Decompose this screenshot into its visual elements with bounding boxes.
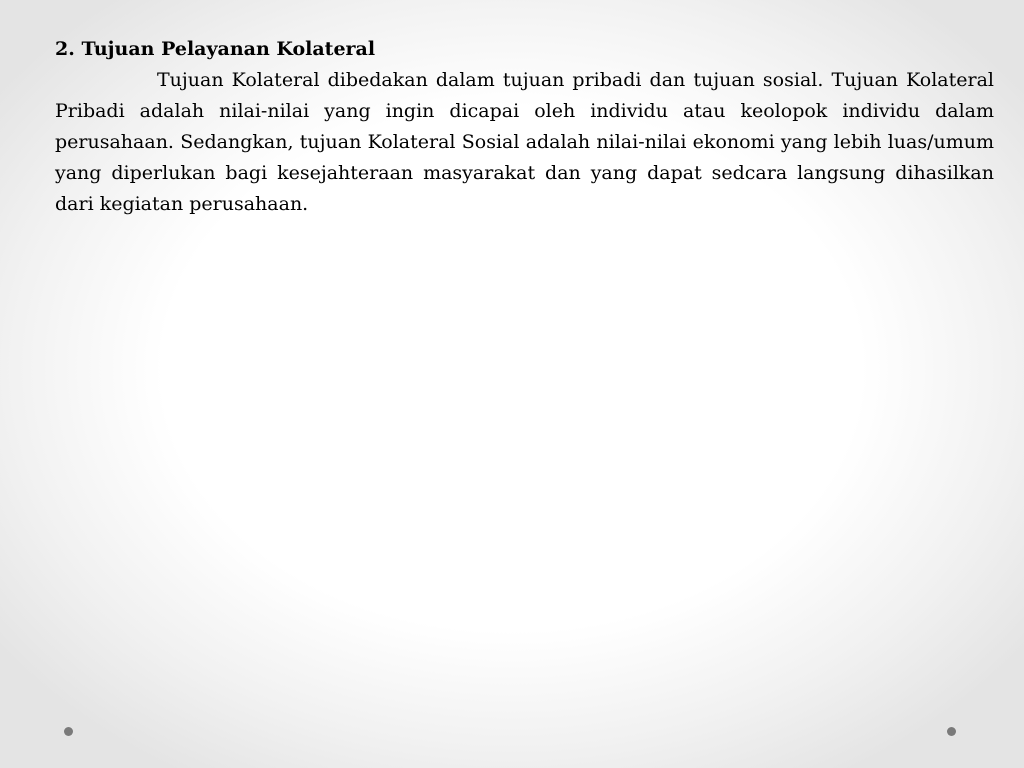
section-paragraph: Tujuan Kolateral dibedakan dalam tujuan pribadi dan tujuan sosial. Tujuan Kolateral Pribadi adalah nilai-nilai yang ingin dicapai oleh individu atau keolopok individu dalam perusahaan. Sedangkan, tujuan Kolateral Sosial adalah nilai-nilai ekonomi yang lebih luas/umum yang diperlukan bagi kesejahteraan masyarakat dan yang dapat sedcara langsung dihasilkan dari kegiatan perusahaan. — [55, 69, 994, 215]
bottom-left-dot-decoration — [64, 727, 73, 736]
bottom-right-dot-decoration — [947, 727, 956, 736]
slide-content — [55, 34, 994, 220]
section-heading: 2. Tujuan Pelayanan Kolateral — [55, 38, 376, 60]
